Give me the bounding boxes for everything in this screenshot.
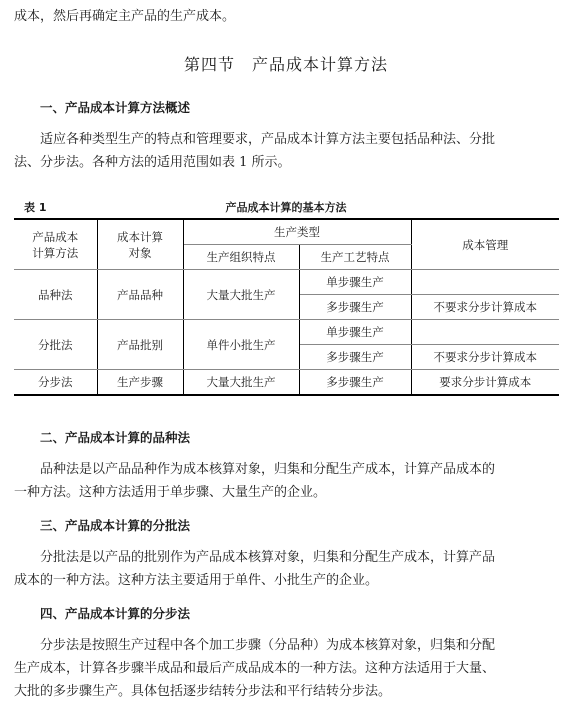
- cell-tech: 单步骤生产: [299, 270, 411, 295]
- cell-org: 大量大批生产: [183, 370, 299, 396]
- table-row: [14, 370, 559, 396]
- paragraph-variety-line-1: 品种法是以产品品种作为成本核算对象，归集和分配生产成本，计算产品成本的: [40, 462, 496, 477]
- paragraph-step-line-1: 分步法是按照生产过程中各个加工步骤（分品种）为成本核算对象，归集和分配: [40, 638, 496, 653]
- cell-tech: 多步骤生产: [299, 345, 411, 370]
- header-cost-management: 成本管理: [411, 219, 559, 270]
- heading-overview: 一、产品成本计算方法概述: [40, 100, 191, 115]
- cell-org: 单件小批生产: [183, 320, 299, 370]
- paragraph-overview-line-1: 适应各种类型生产的特点和管理要求，产品成本计算方法主要包括品种法、分批: [40, 132, 496, 147]
- paragraph-batch-line-1: 分批法是以产品的批别作为产品成本核算对象，归集和分配生产成本，计算产品: [40, 550, 496, 565]
- cell-method: 分步法: [14, 370, 97, 396]
- cell-object: 产品批别: [97, 320, 183, 370]
- header-production-type: 生产类型: [183, 219, 411, 245]
- heading-step-method: 四、产品成本计算的分步法: [40, 606, 191, 621]
- heading-batch-method: 三、产品成本计算的分批法: [40, 518, 191, 533]
- header-org-feature: 生产组织特点: [183, 245, 299, 270]
- cell-tech: 多步骤生产: [299, 370, 411, 396]
- header-object: 成本计算对象: [97, 219, 183, 270]
- cell-mgmt: [411, 320, 559, 345]
- header-method: 产品成本计算方法: [14, 219, 97, 270]
- heading-variety-method: 二、产品成本计算的品种法: [40, 430, 191, 445]
- table-caption: 产品成本计算的基本方法: [225, 201, 347, 214]
- table-label: 表 1: [24, 201, 47, 214]
- cell-object: 生产步骤: [97, 370, 183, 396]
- paragraph-variety-line-2: 一种方法。这种方法适用于单步骤、大量生产的企业。: [14, 485, 327, 500]
- cell-mgmt: 不要求分步计算成本: [411, 345, 559, 370]
- table-row: [14, 270, 559, 295]
- continuation-text: 成本，然后再确定主产品的生产成本。: [14, 9, 236, 24]
- paragraph-overview-line-2: 法、分步法。各种方法的适用范围如表 1 所示。: [14, 155, 291, 170]
- cell-object: 产品品种: [97, 270, 183, 320]
- cell-mgmt: [411, 270, 559, 295]
- paragraph-step-line-3: 大批的多步骤生产。具体包括逐步结转分步法和平行结转分步法。: [14, 684, 392, 699]
- cell-tech: 多步骤生产: [299, 295, 411, 320]
- cell-mgmt: 不要求分步计算成本: [411, 295, 559, 320]
- cell-org: 大量大批生产: [183, 270, 299, 320]
- table-row: [14, 320, 559, 345]
- section-title: 第四节 产品成本计算方法: [183, 55, 388, 74]
- paragraph-batch-line-2: 成本的一种方法。这种方法主要适用于单件、小批生产的企业。: [14, 573, 379, 588]
- header-tech-feature: 生产工艺特点: [299, 245, 411, 270]
- paragraph-step-line-2: 生产成本，计算各步骤半成品和最后产成品成本的一种方法。这种方法适用于大量、: [14, 661, 496, 676]
- cell-method: 品种法: [14, 270, 97, 320]
- cell-mgmt: 要求分步计算成本: [411, 370, 559, 396]
- cost-method-table: [14, 218, 559, 396]
- cell-tech: 单步骤生产: [299, 320, 411, 345]
- cell-method: 分批法: [14, 320, 97, 370]
